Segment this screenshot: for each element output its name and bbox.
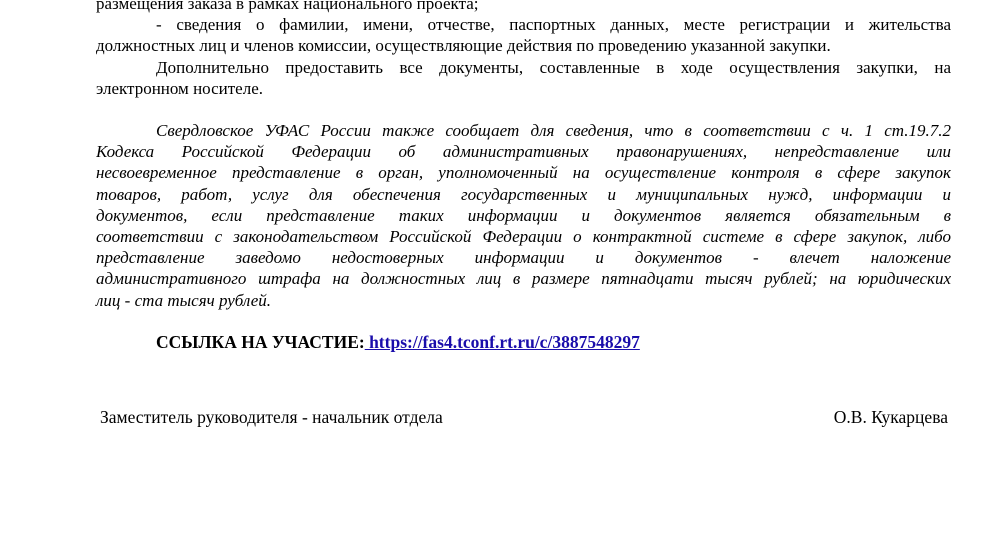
text-line: размещения заказа в рамках национального проекта; <box>96 0 479 13</box>
document-body <box>96 0 951 353</box>
notice-line: документов, если представление таких информации и документов является обязательным в <box>96 205 951 225</box>
text-line: электронном носителе. <box>96 78 263 98</box>
text-line: должностных лиц и членов комиссии, осуществляющие действия по проведению указанной закупки. <box>96 36 831 56</box>
text-line: Дополнительно предоставить все документы, составленные в ходе осуществления закупки, на <box>156 57 951 77</box>
notice-line: лиц - ста тысяч рублей. <box>96 290 272 310</box>
participation-link[interactable]: https://fas4.tconf.rt.ru/c/3887548297 <box>364 331 640 352</box>
notice-line: товаров, работ, услуг для обеспечения государственных и муниципальных нужд, информации и <box>96 184 951 204</box>
notice-line: несвоевременное представление в орган, уполномоченный на осуществление контроля в сфере закупок <box>96 163 951 183</box>
participation-link-row <box>96 332 951 353</box>
paragraph-gap <box>96 311 951 332</box>
notice-line: Кодекса Российской Федерации об административных правонарушениях, непредставление или <box>96 142 951 162</box>
signature-block <box>100 407 948 428</box>
notice-line: представление заведомо недостоверных информации и документов - влечет наложение <box>96 248 951 268</box>
signer-name: О.В. Кукарцева <box>833 407 948 427</box>
notice-line: Свердловское УФАС России также сообщает для сведения, что в соответствии с ч. 1 ст.19.7.2 <box>156 121 951 141</box>
notice-line: административного штрафа на должностных лиц в размере пятнадцати тысяч рублей; на юридических <box>96 269 951 289</box>
participation-link-label: ССЫЛКА НА УЧАСТИЕ: <box>156 331 365 352</box>
paragraph-gap <box>96 99 951 120</box>
text-line: - сведения о фамилии, имени, отчестве, паспортных данных, месте регистрации и жительства <box>156 15 951 35</box>
liability-notice <box>96 120 951 311</box>
signer-position: Заместитель руководителя - начальник отдела <box>100 407 443 427</box>
notice-line: соответствии с законодательством Российской Федерации о контрактной системе в сфере закупок, либо <box>96 227 951 247</box>
